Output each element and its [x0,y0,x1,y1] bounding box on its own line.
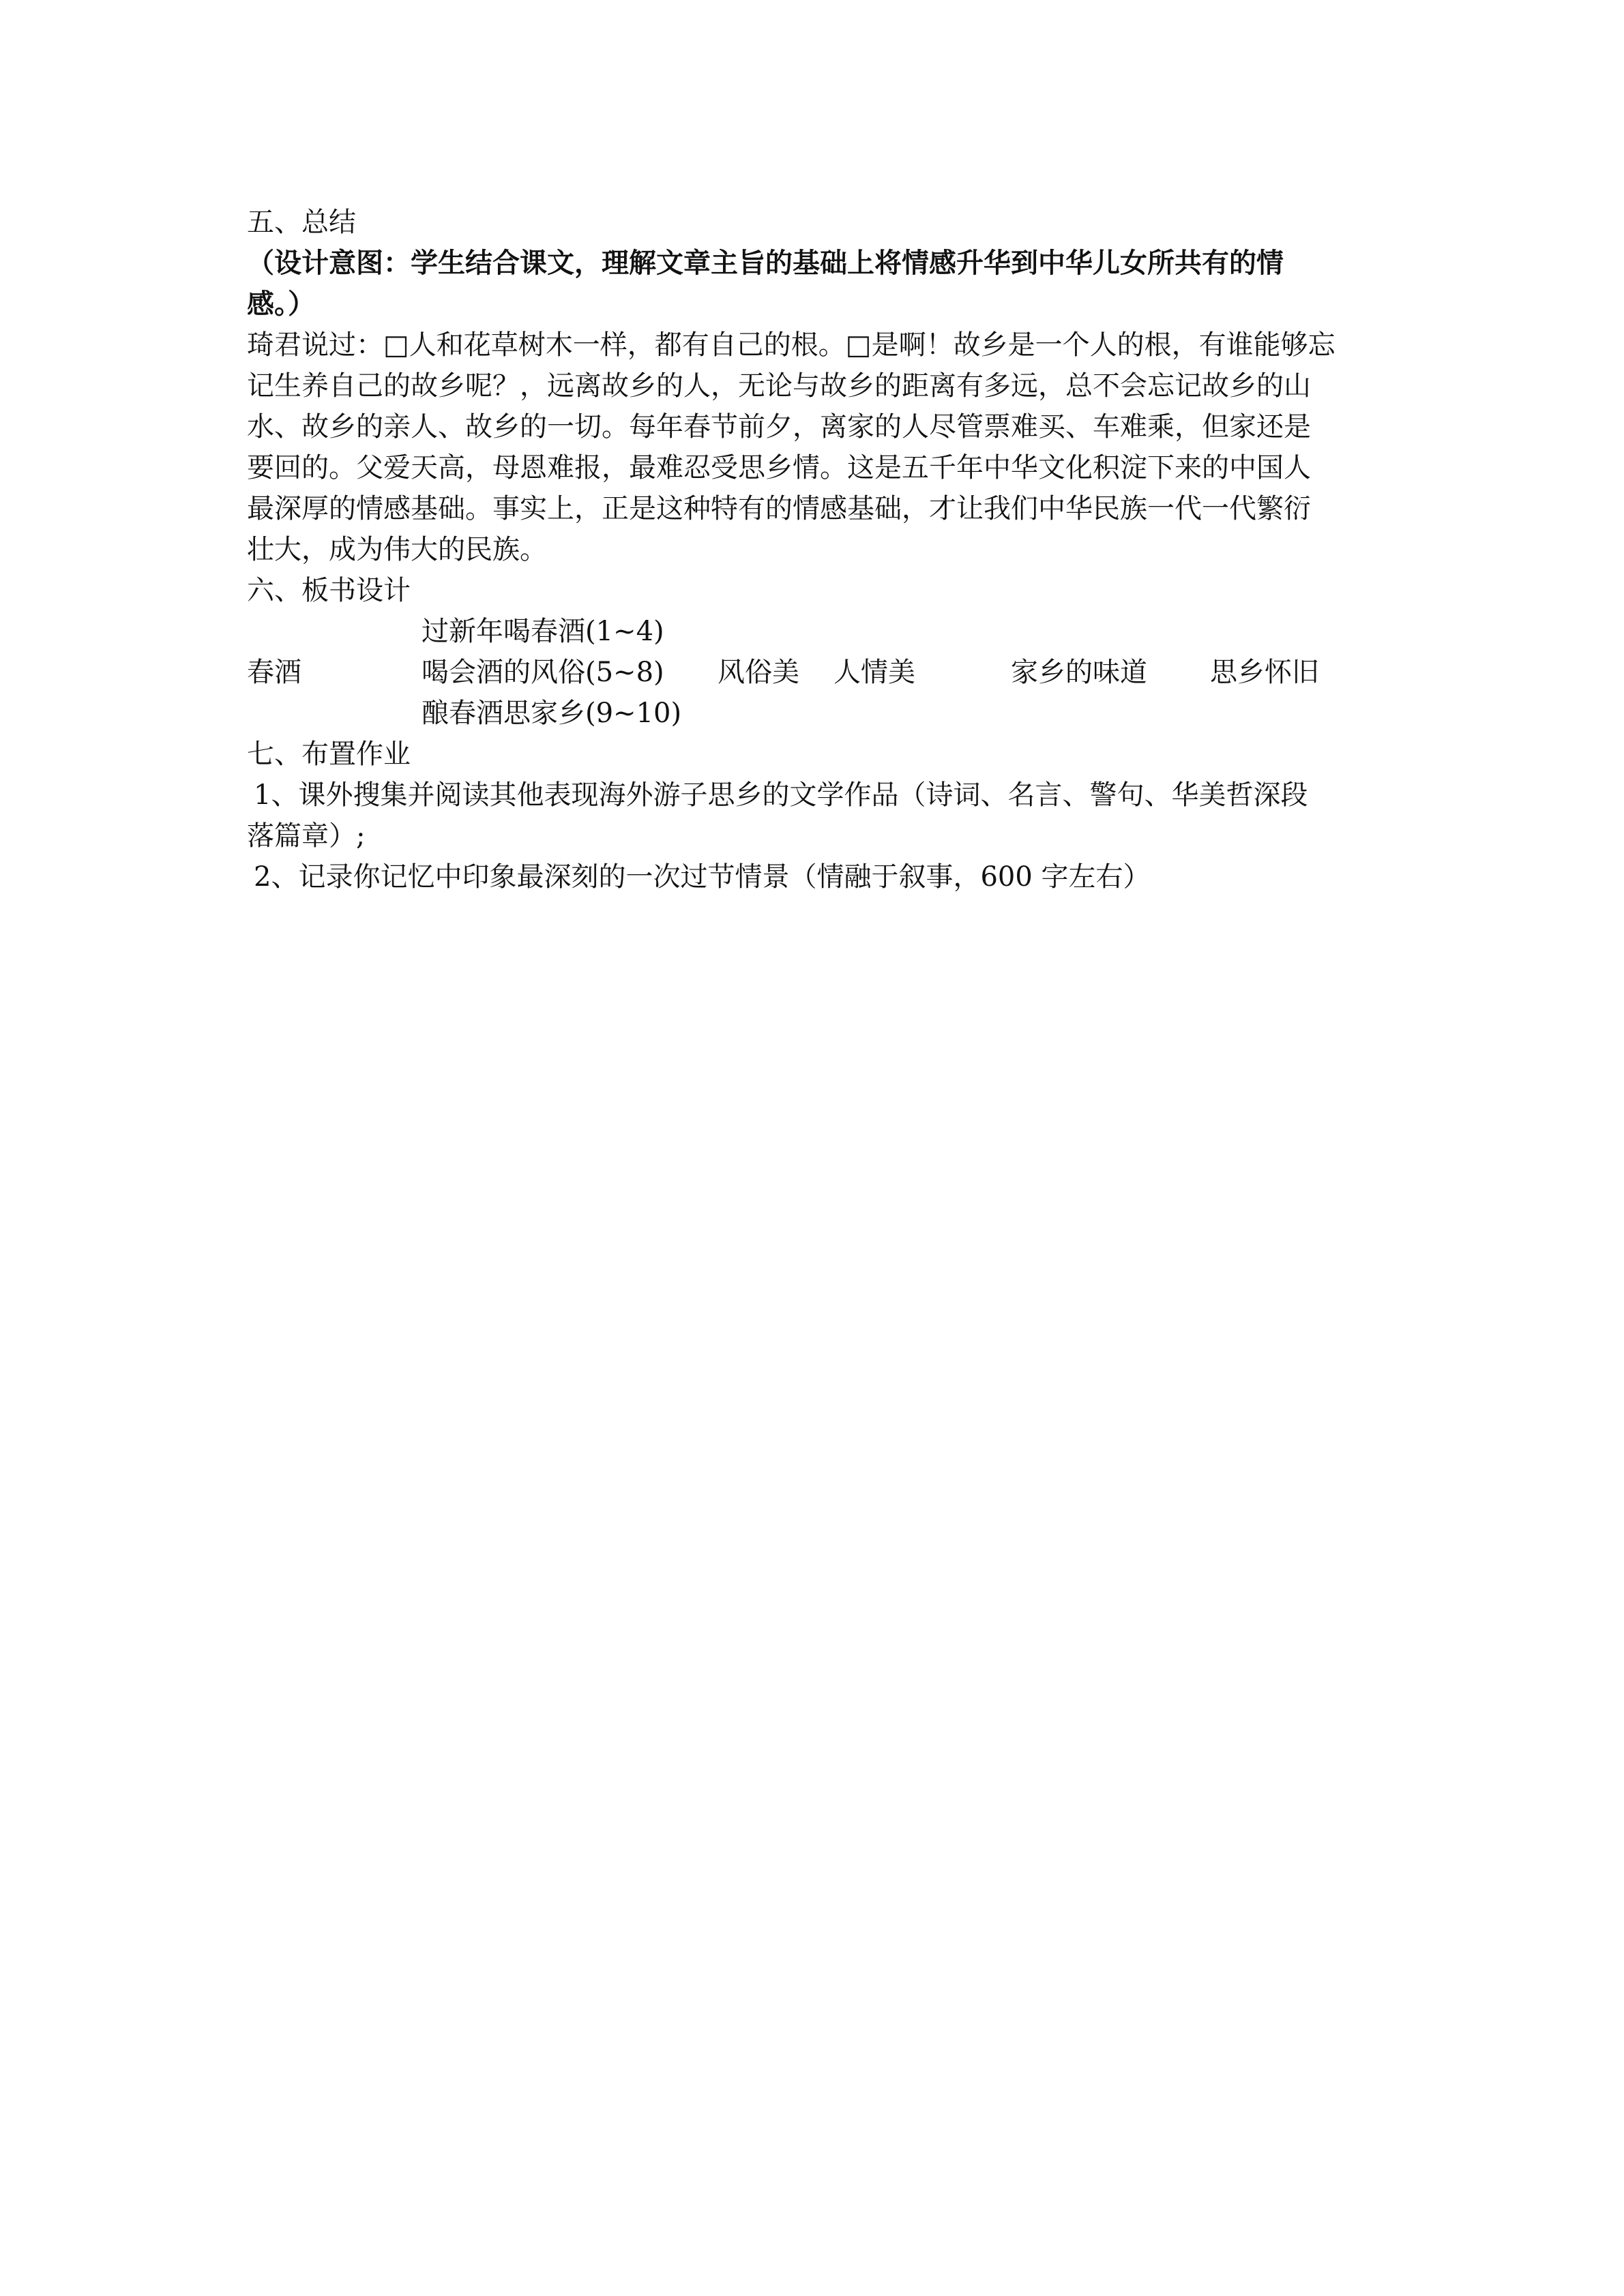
board-theme-custom: 风俗美 [718,657,799,688]
section-heading-board-design: 六、板书设计 [247,575,411,606]
homework-item-2: 2、记录你记忆中印象最深刻的一次过节情景（情融于叙事，600 字左右） [254,861,1151,893]
design-intent-line-2: 感。） [247,288,315,320]
summary-paragraph-line-1: 琦君说过：□人和花草树木一样，都有自己的根。□是啊！故乡是一个人的根，有谁能够忘 [247,329,1335,361]
summary-paragraph-line-5: 最深厚的情感基础。事实上，正是这种特有的情感基础，才让我们中华民族一代一代繁衍 [247,493,1311,524]
board-theme-nostalgia: 思乡怀旧 [1210,657,1319,688]
summary-paragraph-line-4: 要回的。父爱天高，母恩难报，最难忍受思乡情。这是五千年中华文化积淀下来的中国人 [247,452,1311,483]
board-title: 春酒 [247,657,301,688]
summary-paragraph-line-2: 记生养自己的故乡呢？，远离故乡的人，无论与故乡的距离有多远，总不会忘记故乡的山 [247,370,1311,402]
section-heading-homework: 七、布置作业 [247,739,411,770]
homework-item-1-line-2: 落篇章）; [247,820,366,852]
board-part-3: 酿春酒思家乡(9~10) [422,698,682,729]
board-theme-affection: 人情美 [833,657,915,688]
homework-item-1-line-1: 1、课外搜集并阅读其他表现海外游子思乡的文学作品（诗词、名言、警句、华美哲深段 [254,779,1308,811]
board-part-2: 喝会酒的风俗(5~8) [422,657,664,688]
page-content [247,202,1379,897]
board-row-3 [247,693,1379,734]
board-row-2 [247,652,1379,693]
board-part-1: 过新年喝春酒(1~4) [422,616,664,647]
summary-paragraph-line-6: 壮大，成为伟大的民族。 [247,534,547,565]
section-heading-summary: 五、总结 [247,207,356,238]
board-theme-hometown-taste: 家乡的味道 [1011,657,1147,688]
summary-paragraph-line-3: 水、故乡的亲人、故乡的一切。每年春节前夕，离家的人尽管票难买、车难乘，但家还是 [247,411,1311,443]
board-row-1 [247,611,1379,652]
design-intent-line-1: （设计意图：学生结合课文，理解文章主旨的基础上将情感升华到中华儿女所共有的情 [247,247,1284,279]
